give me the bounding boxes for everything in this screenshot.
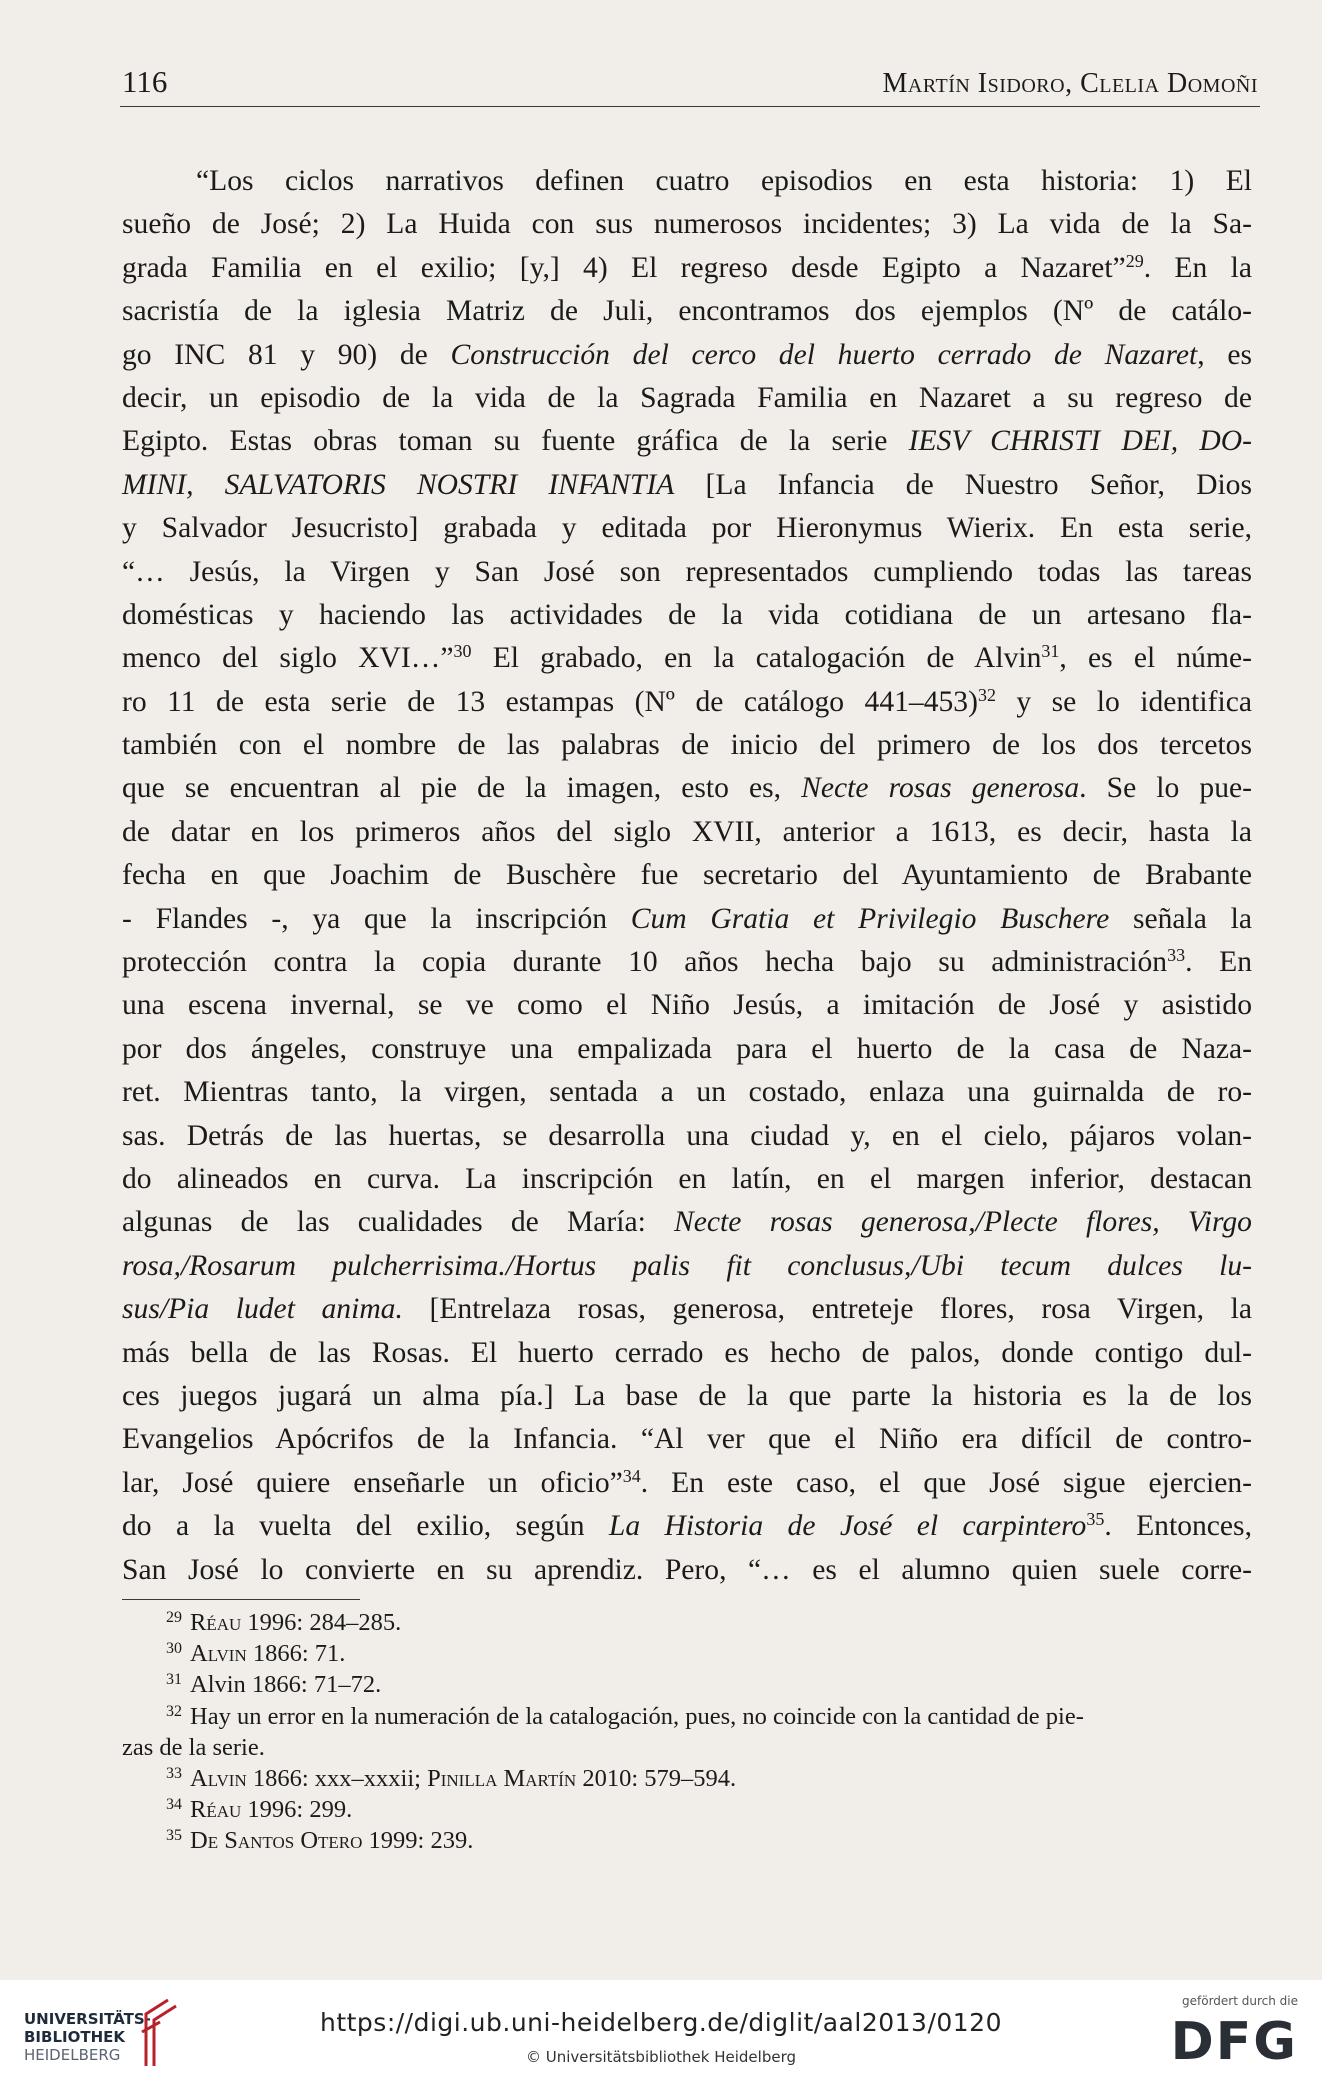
text-line: fecha en que Joachim de Buschère fue secretario del Ayuntamiento de Brabante bbox=[122, 859, 1252, 892]
text-line: San José lo convierte en su aprendiz. Pero, “… es el alumno quien suele corre- bbox=[122, 1553, 1252, 1586]
text-line: sueño de José; 2) La Huida con sus numerosos incidentes; 3) La vida de la Sa- bbox=[122, 208, 1252, 241]
text-line: algunas de las cualidades de María: Necte rosas generosa,/Plecte flores, Virgo bbox=[122, 1206, 1252, 1239]
footer-bar bbox=[0, 1980, 1322, 2088]
footnote-ref[interactable]: 34 bbox=[622, 1465, 641, 1486]
text-line: - Flandes -, ya que la inscripción Cum Gratia et Privilegio Buschere señala la bbox=[122, 902, 1252, 935]
text-line: go INC 81 y 90) de Construcción del cerco del huerto cerrado de Nazaret, es bbox=[122, 338, 1252, 371]
copyright-notice: © Universitätsbibliothek Heidelberg bbox=[525, 2048, 796, 2066]
text-line: por dos ángeles, construye una empalizada para el huerto de la casa de Naza- bbox=[122, 1032, 1252, 1065]
text-line: “… Jesús, la Virgen y San José son representados cumpliendo todas las tareas bbox=[122, 555, 1252, 588]
text-line: sas. Detrás de las huertas, se desarrolla una ciudad y, en el cielo, pájaros volan- bbox=[122, 1119, 1252, 1152]
text-line: sacristía de la iglesia Matriz de Juli, encontramos dos ejemplos (Nº de catálo- bbox=[122, 295, 1252, 328]
footnote: $^{30}$ Alvin 1866: 71. bbox=[166, 1640, 346, 1668]
dfg-logo[interactable]: DFG bbox=[1170, 2012, 1298, 2072]
footnote: $^{34}$ Réau 1996: 299. bbox=[166, 1796, 353, 1824]
footnote-ref[interactable]: 35 bbox=[1086, 1509, 1105, 1530]
text-line: ro 11 de esta serie de 13 estampas (Nº de catálogo 441–453)$^{32}$ y se lo identifica bbox=[122, 684, 1252, 718]
text-line: ces juegos jugará un alma pía.] La base de la que parte la historia es la de los bbox=[122, 1379, 1252, 1412]
footnote-ref[interactable]: 33 bbox=[1167, 945, 1186, 966]
text-line: de datar en los primeros años del siglo XVII, anterior a 1613, es decir, hasta la bbox=[122, 815, 1252, 848]
text-line: rosa,/Rosarum pulcherrisima./Hortus palis fit conclusus,/Ubi tecum dulces lu- bbox=[122, 1249, 1252, 1282]
page-number: 116 bbox=[122, 64, 168, 99]
text-line: Evangelios Apócrifos de la Infancia. “Al ver que el Niño era difícil de contro- bbox=[122, 1423, 1252, 1456]
text-line: grada Familia en el exilio; [y,] 4) El regreso desde Egipto a Nazaret”$^{29}$. En la bbox=[122, 250, 1252, 284]
footnote-ref[interactable]: 32 bbox=[977, 684, 996, 705]
text-line: Egipto. Estas obras toman su fuente gráfica de la serie IESV CHRISTI DEI, DO- bbox=[122, 425, 1252, 458]
text-line: más bella de las Rosas. El huerto cerrado es hecho de palos, donde contigo dul- bbox=[122, 1336, 1252, 1369]
footnote-divider bbox=[122, 1599, 360, 1600]
running-head bbox=[120, 62, 1260, 107]
footnote-ref[interactable]: 30 bbox=[453, 641, 472, 662]
text-line: do a la vuelta del exilio, según La Historia de José el carpintero$^{35}$. Entonces, bbox=[122, 1509, 1252, 1543]
text-line: que se encuentran al pie de la imagen, esto es, Necte rosas generosa. Se lo pue- bbox=[122, 772, 1252, 805]
footnote: $^{29}$ Réau 1996: 284–285. bbox=[166, 1609, 402, 1636]
text-line: MINI, SALVATORIS NOSTRI INFANTIA [La Infancia de Nuestro Señor, Dios bbox=[122, 468, 1252, 501]
footnote: $^{32}$ Hay un error en la numeración de la catalogación, pues, no coincide con la cantidad de pie- zas de la serie. bbox=[122, 1702, 1084, 1761]
text-line: ret. Mientras tanto, la virgen, sentada a un costado, enlaza una guirnalda de ro- bbox=[122, 1076, 1252, 1109]
footnote: $^{35}$ De Santos Otero 1999: 239. bbox=[166, 1827, 474, 1855]
text-line: y Salvador Jesucristo] grabada y editada por Hieronymus Wierix. En esta serie, bbox=[122, 512, 1252, 545]
running-head-authors: Martín Isidoro, Clelia Domoñi bbox=[882, 68, 1258, 99]
library-logo[interactable]: UNIVERSITÄTS- BIBLIOTHEK HEIDELBERG bbox=[24, 2010, 151, 2064]
text-line: “Los ciclos narrativos definen cuatro episodios en esta historia: 1) El bbox=[196, 165, 1252, 197]
footnote: $^{31}$ Alvin 1866: 71–72. bbox=[166, 1671, 382, 1699]
text-line: menco del siglo XVI…”$^{30}$ El grabado, en la catalogación de Alvin$^{31}$, es el núme- bbox=[122, 641, 1252, 675]
footnote: $^{33}$ Alvin 1866: xxx–xxxii; Pinilla Martín 2010: 579–594. bbox=[166, 1765, 737, 1793]
permalink-url[interactable]: https://digi.ub.uni-heidelberg.de/diglit/aal2013/0120 bbox=[319, 2008, 1002, 2037]
text-line: do alineados en curva. La inscripción en latín, en el margen inferior, destacan bbox=[122, 1162, 1252, 1195]
text-line: sus/Pia ludet anima. [Entrelaza rosas, generosa, entreteje flores, rosa Virgen, la bbox=[122, 1293, 1252, 1326]
body-text bbox=[122, 160, 1252, 1592]
text-line: lar, José quiere enseñarle un oficio”$^{34}$. En este caso, el que José sigue ejercien- bbox=[122, 1465, 1252, 1499]
dfg-caption: gefördert durch die bbox=[1182, 1994, 1298, 2008]
footnote-ref[interactable]: 29 bbox=[1125, 250, 1144, 271]
footnotes bbox=[122, 1607, 1252, 1857]
footnote-ref[interactable]: 31 bbox=[1041, 641, 1060, 662]
text-line: domésticas y haciendo las actividades de la vida cotidiana de un artesano fla- bbox=[122, 598, 1252, 631]
text-line: también con el nombre de las palabras de inicio del primero de los dos tercetos bbox=[122, 729, 1252, 762]
text-line: una escena invernal, se ve como el Niño Jesús, a imitación de José y asistido bbox=[122, 989, 1252, 1022]
text-line: protección contra la copia durante 10 años hecha bajo su administración$^{33}$. En bbox=[122, 945, 1252, 979]
text-line: decir, un episodio de la vida de la Sagrada Familia en Nazaret a su regreso de bbox=[122, 381, 1252, 414]
